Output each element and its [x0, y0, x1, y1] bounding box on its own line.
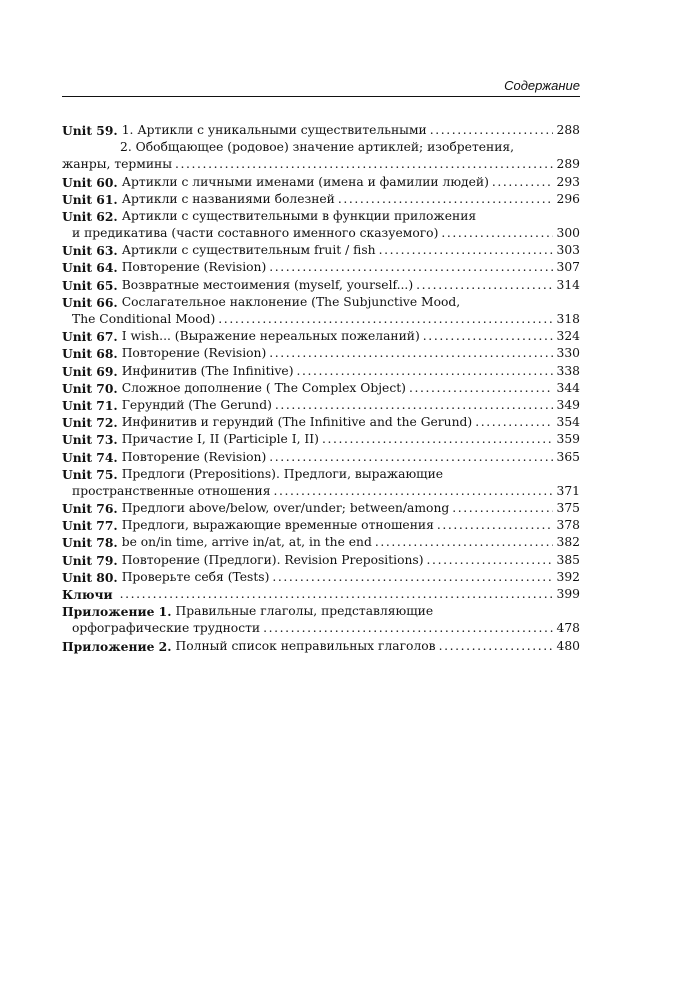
- toc-unit-label: Приложение 2.: [62, 638, 172, 654]
- table-of-contents: [62, 122, 580, 655]
- toc-leader-dots: [375, 534, 553, 551]
- toc-entry: [62, 294, 580, 311]
- toc-leader-dots: [338, 191, 553, 208]
- toc-unit-label: Unit 59.: [62, 122, 118, 138]
- toc-title: Возвратные местоимения (myself, yourself...): [121, 277, 414, 292]
- toc-unit-label: Unit 77.: [62, 518, 118, 534]
- toc-entry: [62, 380, 580, 397]
- toc-title: Проверьте себя (Tests): [121, 569, 270, 584]
- toc-entry: [62, 552, 580, 569]
- toc-title: Артикли с существительным fruit / fish: [121, 243, 376, 258]
- toc-title: Инфинитив (The Infinitive): [121, 363, 294, 378]
- toc-entry: [62, 122, 580, 139]
- toc-title: Сослагательное наклонение (The Subjunctive Mood,: [121, 294, 461, 309]
- toc-unit-label: Unit 73.: [62, 432, 118, 448]
- toc-entry: [62, 191, 580, 208]
- toc-title: Правильные глаголы, представляющие: [175, 604, 434, 619]
- toc-leader-dots: [379, 242, 553, 259]
- toc-leader-dots: [322, 431, 553, 448]
- toc-entry: [62, 431, 580, 448]
- toc-leader-dots: [452, 500, 553, 517]
- toc-page-number: 296: [556, 191, 580, 206]
- toc-unit-label: Unit 72.: [62, 415, 118, 431]
- toc-title: Артикли с названиями болезней: [121, 191, 335, 206]
- toc-leader-dots: [475, 414, 553, 431]
- toc-page-number: 303: [556, 243, 580, 258]
- toc-leader-dots: [430, 122, 553, 139]
- toc-unit-label: Unit 80.: [62, 569, 118, 585]
- toc-title: Полный список неправильных глаголов: [175, 638, 436, 653]
- running-header: Содержание: [504, 78, 580, 93]
- toc-leader-dots: [263, 620, 553, 637]
- toc-entry: [62, 260, 580, 277]
- toc-entry: [62, 569, 580, 586]
- toc-leader-dots: [416, 277, 553, 294]
- toc-title: Предлоги above/below, over/under; between/among: [121, 501, 450, 516]
- toc-title: Герундий (The Gerund): [121, 397, 272, 412]
- toc-unit-label: Unit 76.: [62, 501, 118, 517]
- toc-leader-dots: [409, 380, 553, 397]
- toc-page-number: 288: [556, 122, 580, 137]
- toc-title: Предлоги (Prepositions). Предлоги, выражающие: [121, 466, 444, 481]
- toc-leader-dots: [273, 483, 553, 500]
- toc-entry: [62, 139, 580, 156]
- toc-leader-dots: [423, 328, 553, 345]
- toc-leader-dots: [269, 449, 553, 466]
- toc-leader-dots: [275, 397, 553, 414]
- toc-entry: [62, 500, 580, 517]
- toc-page-number: 293: [556, 174, 580, 189]
- toc-entry: [62, 225, 580, 242]
- toc-page-number: 318: [556, 312, 580, 327]
- toc-entry: [62, 156, 580, 173]
- toc-unit-label: Unit 60.: [62, 174, 118, 190]
- toc-entry: [62, 208, 580, 225]
- toc-page-number: 349: [556, 397, 580, 412]
- toc-entry: [62, 363, 580, 380]
- toc-title: Повторение (Revision): [121, 260, 267, 275]
- toc-title: 1. Артикли с уникальными существительными: [121, 122, 427, 137]
- toc-page-number: 359: [556, 432, 580, 447]
- toc-entry: [62, 414, 580, 431]
- toc-leader-dots: [175, 156, 553, 173]
- toc-leader-dots: [441, 225, 553, 242]
- toc-entry: [62, 345, 580, 362]
- toc-unit-label: Ключи: [62, 587, 113, 603]
- toc-page-number: 375: [556, 501, 580, 516]
- header-rule: [62, 96, 580, 97]
- toc-page-number: 399: [556, 587, 580, 602]
- toc-title: Инфинитив и герундий (The Infinitive and the Gerund): [121, 415, 473, 430]
- toc-title: 2. Обобщающее (родовое) значение артиклей; изобретения,: [120, 140, 515, 155]
- toc-page-number: 480: [556, 638, 580, 653]
- toc-page-number: 330: [556, 346, 580, 361]
- toc-unit-label: Unit 69.: [62, 363, 118, 379]
- toc-unit-label: Unit 79.: [62, 552, 118, 568]
- toc-title: The Conditional Mood): [72, 312, 216, 327]
- toc-entry: [62, 277, 580, 294]
- toc-unit-label: Unit 75.: [62, 466, 118, 482]
- toc-page-number: 385: [556, 552, 580, 567]
- toc-unit-label: Приложение 1.: [62, 604, 172, 620]
- toc-leader-dots: [492, 174, 553, 191]
- toc-page-number: 300: [556, 226, 580, 241]
- toc-title: Сложное дополнение ( The Complex Object): [121, 380, 406, 395]
- toc-page-number: 344: [556, 380, 580, 395]
- toc-leader-dots: [427, 552, 553, 569]
- toc-title: Причастие I, II (Participle I, II): [121, 432, 319, 447]
- toc-unit-label: Unit 61.: [62, 191, 118, 207]
- toc-unit-label: Unit 71.: [62, 397, 118, 413]
- toc-leader-dots: [218, 311, 553, 328]
- toc-page-number: 371: [556, 483, 580, 498]
- toc-title: Повторение (Предлоги). Revision Prepositions): [121, 552, 424, 567]
- toc-page-number: 324: [556, 329, 580, 344]
- toc-page-number: 289: [556, 157, 580, 172]
- toc-title: орфографические трудности: [72, 621, 261, 636]
- toc-entry: [62, 483, 580, 500]
- toc-entry: [62, 603, 580, 620]
- toc-page-number: 382: [556, 535, 580, 550]
- toc-leader-dots: [439, 638, 553, 655]
- toc-unit-label: Unit 64.: [62, 260, 118, 276]
- toc-title: и предикатива (части составного именного сказуемого): [72, 226, 439, 241]
- toc-unit-label: Unit 67.: [62, 329, 118, 345]
- toc-title: Артикли с существительными в функции приложения: [121, 208, 477, 223]
- toc-entry: [62, 449, 580, 466]
- toc-leader-dots: [272, 569, 553, 586]
- toc-unit-label: Unit 74.: [62, 449, 118, 465]
- toc-entry: [62, 638, 580, 655]
- toc-entry: [62, 620, 580, 637]
- toc-title: пространственные отношения: [72, 483, 271, 498]
- toc-title: Предлоги, выражающие временные отношения: [121, 518, 434, 533]
- toc-title: жанры, термины: [62, 157, 173, 172]
- toc-unit-label: Unit 62.: [62, 208, 118, 224]
- toc-leader-dots: [269, 345, 553, 362]
- toc-page-number: 392: [556, 569, 580, 584]
- toc-page-number: 314: [556, 277, 580, 292]
- toc-entry: [62, 586, 580, 603]
- toc-title: be on/in time, arrive in/at, at, in the end: [121, 535, 372, 550]
- toc-title: Артикли с личными именами (имена и фамилии людей): [121, 174, 489, 189]
- toc-unit-label: Unit 70.: [62, 380, 118, 396]
- toc-title: Повторение (Revision): [121, 449, 267, 464]
- toc-entry: [62, 328, 580, 345]
- toc-entry: [62, 242, 580, 259]
- toc-leader-dots: [269, 259, 553, 276]
- toc-entry: [62, 397, 580, 414]
- toc-title: I wish... (Выражение нереальных пожеланий): [121, 329, 420, 344]
- toc-unit-label: Unit 66.: [62, 294, 118, 310]
- toc-entry: [62, 311, 580, 328]
- toc-entry: [62, 174, 580, 191]
- toc-leader-dots: [120, 586, 553, 603]
- toc-leader-dots: [437, 517, 553, 534]
- toc-page-number: 378: [556, 518, 580, 533]
- toc-entry: [62, 517, 580, 534]
- toc-unit-label: Unit 63.: [62, 243, 118, 259]
- toc-page-number: 338: [556, 363, 580, 378]
- toc-page-number: 307: [556, 260, 580, 275]
- toc-page-number: 365: [556, 449, 580, 464]
- toc-leader-dots: [297, 363, 554, 380]
- toc-unit-label: Unit 65.: [62, 277, 118, 293]
- toc-page-number: 478: [556, 621, 580, 636]
- toc-entry: [62, 466, 580, 483]
- toc-unit-label: Unit 78.: [62, 535, 118, 551]
- toc-page-number: 354: [556, 415, 580, 430]
- toc-entry: [62, 535, 580, 552]
- toc-title: Повторение (Revision): [121, 346, 267, 361]
- toc-unit-label: Unit 68.: [62, 346, 118, 362]
